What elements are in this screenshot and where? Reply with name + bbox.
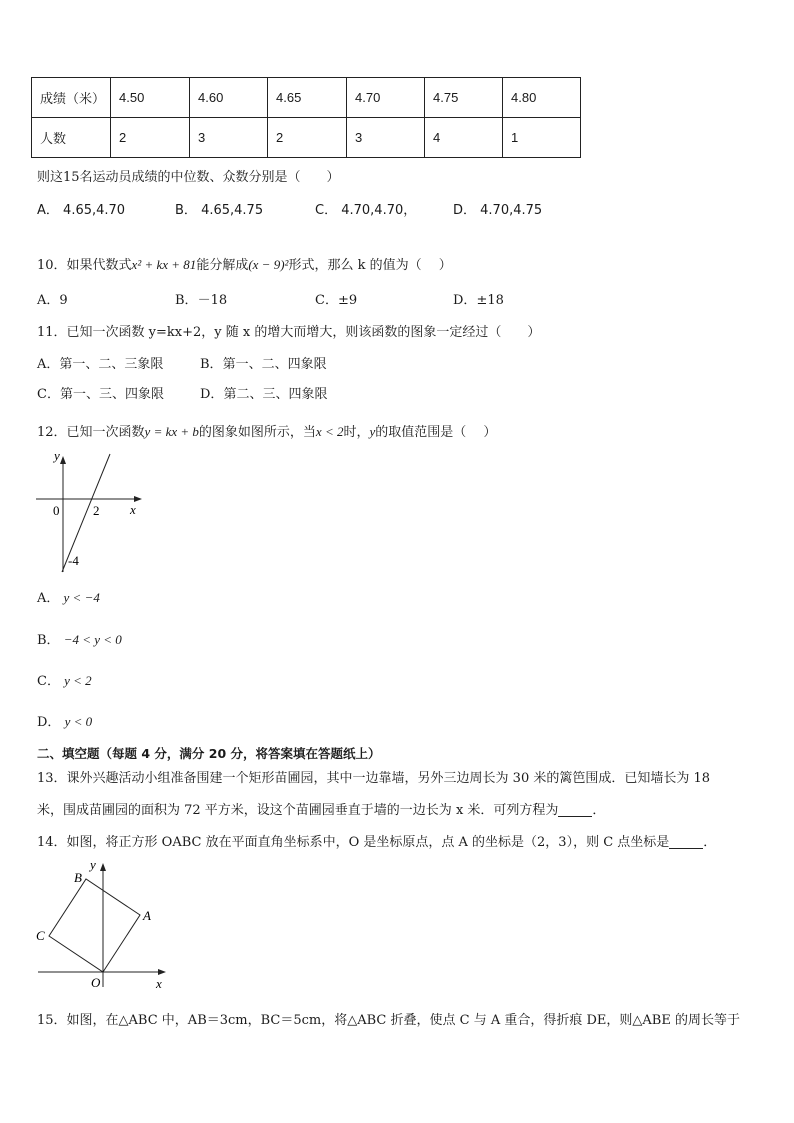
x-intercept-label: 2 [93,503,100,518]
q13-line-2-text: 米，围成苗圃园的面积为 72 平方米，设这个苗圃园垂直于墙的一边长为 x 米．可列方程为 [37,803,559,818]
q12-option-c [37,672,92,691]
q12-option-a [37,589,100,608]
q10-stem [37,256,452,275]
option-text: ±18 [476,293,504,308]
option-text: 第一、二、三象限 [59,357,164,372]
point-a-label: A [143,908,151,923]
q11-option-c [37,386,164,404]
q11-option-d [200,386,327,404]
q9-option-d [453,202,542,220]
q12-option-d [37,713,92,732]
option-text: 4.70,4.75 [480,203,543,218]
option-letter: A． [37,293,60,308]
q10-expression-2: (x − 9)² [248,257,289,272]
option-letter: C． [315,293,338,308]
option-text: －18 [197,293,228,308]
option-letter: B． [37,633,60,648]
origin-label: 0 [53,503,60,518]
q12-expression-3: y [369,424,376,439]
option-letter: D． [453,293,477,308]
q11-stem: 11．已知一次函数 y=kx+2，y 随 x 的增大而增大，则该函数的图象一定经过（ ） [37,325,541,340]
option-letter: A． [37,591,60,606]
q14-stem: 14．如图，将正方形 OABC 放在平面直角坐标系中，O 是坐标原点，点 A 的坐标是（2，3），则 C 点坐标是 ． [37,835,717,850]
option-letter: C． [37,387,60,402]
q12-line-graph [30,448,150,578]
option-letter: B． [200,357,223,372]
table-cell: 4 [425,118,503,158]
table-cell: 4.75 [425,78,503,118]
score-table [31,77,581,158]
q14-square-diagram [30,857,180,995]
table-cell: 人数 [32,118,111,158]
option-letter: D． [37,715,61,730]
q11-option-b [200,356,327,374]
option-text: 4.65,4.70 [63,203,126,218]
y-axis-arrow-icon [60,456,66,464]
option-text: −4 < y < 0 [63,632,122,647]
q13-line-1: 13．课外兴趣活动小组准备围建一个矩形苗圃园，其中一边靠墙，另外三边周长为 30 米的篱笆围成．已知墙长为 18 [37,771,711,786]
option-text: 第一、二、四象限 [222,357,327,372]
option-text: y < 2 [64,673,92,688]
table-cell: 4.60 [190,78,268,118]
option-letter: D． [200,387,224,402]
q10-option-c [315,292,357,310]
table-cell: 2 [268,118,347,158]
x-axis-label: x [130,502,136,517]
table-cell: 成绩（米） [32,78,111,118]
table-cell: 1 [503,118,581,158]
table-cell: 3 [190,118,268,158]
square-oabc [49,879,140,972]
table-cell: 3 [347,118,425,158]
q10-option-d [453,292,504,310]
q12-suffix: 的取值范围是（ ） [375,425,497,440]
q10-suffix: 形式，那么 k 的值为（ ） [288,258,452,273]
q12-expression-1: y = kx + b [144,424,199,439]
option-text: 9 [59,293,68,308]
q10-prefix: 10．如果代数式 [37,258,132,273]
q9-option-a [37,202,125,220]
table-cell: 4.65 [268,78,347,118]
option-letter: A． [37,203,59,218]
x-axis-label: x [156,976,162,991]
y-intercept-label: -4 [68,553,79,568]
answer-blank [669,834,703,849]
q9-stem: 则这15名运动员成绩的中位数、众数分别是（ ） [37,170,340,185]
option-text: 第二、三、四象限 [223,387,328,402]
y-axis-arrow-icon [100,863,106,871]
option-letter: B． [175,293,198,308]
q9-option-c [315,202,416,220]
q10-mid: 能分解成 [196,258,249,273]
q12-stem [37,423,496,442]
option-letter: B． [175,203,197,218]
q12-mid-2: 时， [343,425,370,440]
option-text: ±9 [337,293,358,308]
option-text: 4.70,4.70， [341,203,417,218]
table-cell: 4.50 [111,78,190,118]
option-text: y < 0 [64,714,93,729]
q10-option-b [175,292,227,310]
option-letter: C． [315,203,338,218]
q10-expression-1: x² + kx + 81 [131,257,197,272]
table-cell: 4.70 [347,78,425,118]
point-b-label: B [74,870,82,885]
x-axis-arrow-icon [158,969,166,975]
table-row [32,78,581,118]
q14-stem-text: 14．如图，将正方形 OABC 放在平面直角坐标系中，O 是坐标原点，点 A 的坐标是（2，3），则 C 点坐标是 [37,835,670,850]
q15-stem: 15．如图，在△ABC 中，AB＝3cm，BC＝5cm，将△ABC 折叠，使点 C 与 A 重合，得折痕 DE，则△ABE 的周长等于 [37,1013,740,1028]
answer-blank [558,802,592,817]
q12-mid-1: 的图象如图所示，当 [198,425,316,440]
table-cell: 4.80 [503,78,581,118]
q10-option-a [37,292,68,310]
option-text: 4.65,4.75 [201,203,264,218]
y-axis-label: y [90,857,96,872]
option-text: y < −4 [63,590,100,605]
q12-prefix: 12．已知一次函数 [37,425,145,440]
option-letter: A． [37,357,60,372]
table-row [32,118,581,158]
q12-option-b [37,631,122,650]
y-axis-label: y [54,448,60,463]
q12-expression-2: x < 2 [315,424,344,439]
option-text: 第一、三、四象限 [59,387,164,402]
q13-line-2: 米，围成苗圃园的面积为 72 平方米，设这个苗圃园垂直于墙的一边长为 x 米．可列方程为 ． [37,803,606,818]
table-cell: 2 [111,118,190,158]
point-c-label: C [36,928,45,943]
option-letter: D． [453,203,477,218]
option-letter: C． [37,674,60,689]
q9-option-b [175,202,263,220]
q11-option-a [37,356,163,374]
origin-label: O [91,975,101,990]
section-heading: 二、填空题（每题 4 分，满分 20 分，将答案填在答题纸上） [37,746,381,761]
